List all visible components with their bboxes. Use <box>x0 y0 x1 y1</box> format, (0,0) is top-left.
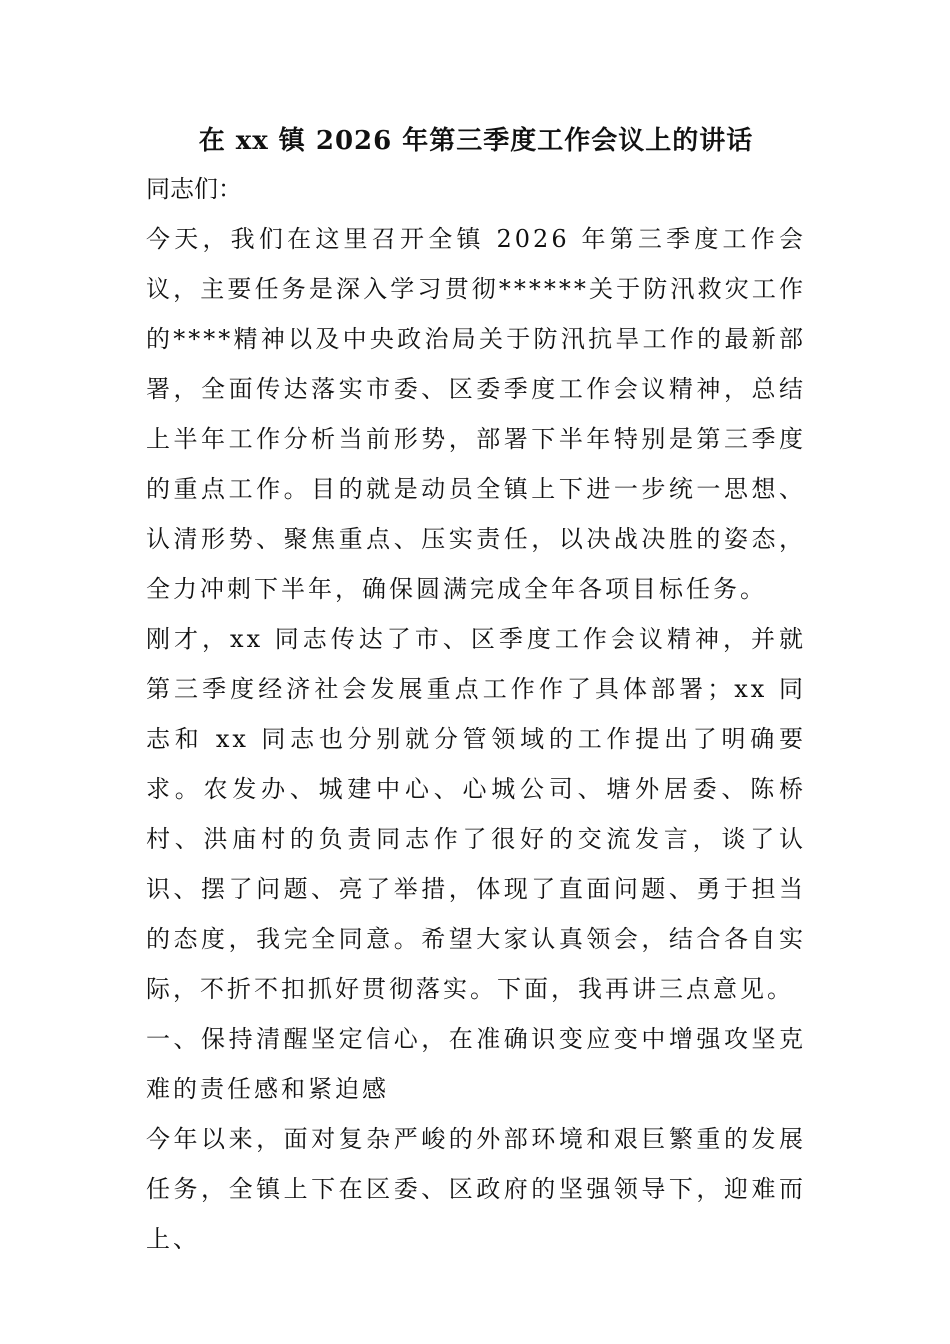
paragraph-review: 刚才，xx 同志传达了市、区季度工作会议精神，并就第三季度经济社会发展重点工作作了具体部署；xx 同志和 xx 同志也分别就分管领域的工作提出了明确要求。农发办、城建中心、心城公司、塘外居委、陈桥村、洪庙村的负责同志作了很好的交流发言，谈了认识、摆了问题、亮了举措，体现了直面问题、勇于担当的态度，我完全同意。希望大家认真领会，结合各自实际，不折不扣抓好贯彻落实。下面，我再讲三点意见。 <box>146 625 806 1003</box>
paragraph-opening: 今天，我们在这里召开全镇 2026 年第三季度工作会议，主要任务是深入学习贯彻******关于防汛救灾工作的****精神以及中央政治局关于防汛抗旱工作的最新部署，全面传达落实市委、区委季度工作会议精神，总结上半年工作分析当前形势，部署下半年特别是第三季度的重点工作。目的就是动员全镇上下进一步统一思想、认清形势、聚焦重点、压实责任，以决战决胜的姿态，全力冲刺下半年，确保圆满完成全年各项目标任务。 <box>146 225 806 603</box>
section-heading: 一、保持清醒坚定信心，在准确识变应变中增强攻坚克难的责任感和紧迫感 <box>146 1025 806 1103</box>
salutation: 同志们： <box>146 175 242 203</box>
document-title: 在 xx 镇 2026 年第三季度工作会议上的讲话 <box>198 126 754 156</box>
document-page <box>146 118 806 1264</box>
section-paragraph: 今年以来，面对复杂严峻的外部环境和艰巨繁重的发展任务，全镇上下在区委、区政府的坚强领导下，迎难而上、 <box>146 1125 806 1253</box>
